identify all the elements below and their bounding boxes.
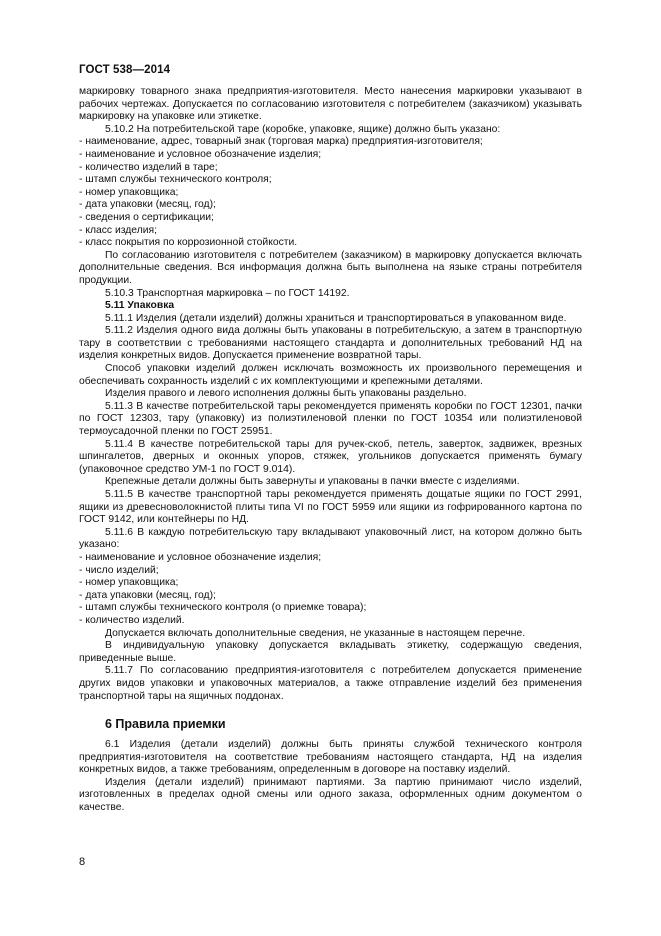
list-item: - штамп службы технического контроля (о приемке товара); <box>79 602 367 614</box>
paragraph: Изделия (детали изделий) принимают партиями. За партию принимают число изделий, изготовленных в пределах одной смены или одного заказа, оформленных одним документом о качестве. <box>79 776 582 814</box>
subsection-heading: 5.11 Упаковка <box>105 300 175 312</box>
paragraph: В индивидуальную упаковку допускается вкладывать этикетку, содержащую сведения, приведенные выше. <box>79 640 582 664</box>
list-item: - номер упаковщика; <box>79 186 179 198</box>
list-item: - наименование и условное обозначение изделия; <box>79 148 322 160</box>
paragraph: 5.11.5 В качестве транспортной тары рекомендуется применять дощатые ящики по ГОСТ 2991, ящики из древесноволокнистой плиты типа VI по ГОСТ 5959 или ящики из гофрированного картона по ГОСТ 9142, или контейнеры по НД. <box>79 489 582 526</box>
paragraph: 5.11.1 Изделия (детали изделий) должны храниться и транспортироваться в упакованном виде. <box>105 312 567 324</box>
section6-paragraphs <box>79 739 582 815</box>
list-item: - количество изделий. <box>79 614 185 626</box>
paragraph: 5.10.2 На потребительской таре (коробке, упаковке, ящике) должно быть указано: <box>105 123 501 135</box>
list-item: - наименование, адрес, товарный знак (торговая марка) предприятия-изготовителя; <box>79 136 483 148</box>
list-item: - номер упаковщика; <box>79 577 179 589</box>
paragraph: Изделия правого и левого исполнения должны быть упакованы раздельно. <box>105 388 467 400</box>
paragraph: 5.11.7 По согласованию предприятия-изготовителя с потребителем допускается применение других видов упаковки и упаковочных материалов, а также отправление изделий без применения транспортной тары на ящичных поддонах. <box>79 665 582 702</box>
paragraph: Способ упаковки изделий должен исключать возможность их произвольного перемещения и обеспечивать сохранность изделий с их комплектующими и крепежными деталями. <box>79 363 582 387</box>
paragraph: маркировку товарного знака предприятия-изготовителя. Место нанесения маркировки указывают в рабочих чертежах. Допускается по согласованию изготовителя с потребителем (заказчиком) указывать маркировку на упаковке или этикетке. <box>79 86 582 123</box>
list-item: - класс изделия; <box>79 224 157 236</box>
list-item: - дата упаковки (месяц, год); <box>79 589 216 601</box>
paragraph: 5.10.3 Транспортная маркировка – по ГОСТ 14192. <box>105 287 350 299</box>
paragraph: 5.11.2 Изделия одного вида должны быть упакованы в потребительскую, а затем в транспортную тару в соответствии с требованиями настоящего стандарта и дополнительных требований НД на изделия конкретных видов. Допускается применение возвратной тары. <box>79 325 582 362</box>
section5-paragraphs <box>79 86 582 703</box>
list-item: - наименование и условное обозначение изделия; <box>79 551 322 563</box>
document-body <box>79 86 582 815</box>
list-item: - дата упаковки (месяц, год); <box>79 199 216 211</box>
paragraph: 5.11.6 В каждую потребительскую тару вкладывают упаковочный лист, на котором должно быть указано: <box>79 526 582 551</box>
paragraph: Крепежные детали должны быть завернуты и упакованы в пачки вместе с изделиями. <box>105 476 520 488</box>
paragraph: 5.11.4 В качестве потребительской тары для ручек-скоб, петель, заверток, задвижек, врезных шпингалетов, дверных и оконных упоров, стяжек, угольников допускается применять бумагу (упаковочное средство УМ-1 по ГОСТ 9.014). <box>79 438 582 475</box>
list-item: - класс покрытия по коррозионной стойкости. <box>79 237 298 249</box>
paragraph: 5.11.3 В качестве потребительской тары рекомендуется применять коробки по ГОСТ 12301, пачки по ГОСТ 12303, тару (упаковку) из полиэтиленовой пленки по ГОСТ 10354 или полиэтиленовой термоусадочной пленки по ГОСТ 25951. <box>79 400 582 438</box>
list-item: - сведения о сертификации; <box>79 211 214 223</box>
list-item: - штамп службы технического контроля; <box>79 174 272 186</box>
list-item: - количество изделий в таре; <box>79 161 218 173</box>
section-title-acceptance-rules: 6 Правила приемки <box>105 717 226 732</box>
document-code-header: ГОСТ 538—2014 <box>79 64 171 76</box>
page-number: 8 <box>79 856 86 868</box>
paragraph: По согласованию изготовителя с потребителем (заказчиком) в маркировку допускается включать дополнительные сведения. Вся информация должна быть выполнена на языке страны потребителя продукции. <box>79 249 582 286</box>
paragraph: Допускается включать дополнительные сведения, не указанные в настоящем перечне. <box>105 627 526 639</box>
paragraph: 6.1 Изделия (детали изделий) должны быть приняты службой технического контроля предприятия-изготовителя на соответствие требованиям настоящего стандарта, НД на изделия конкретных видов, а также требованиям, определенным в договоре на поставку изделий. <box>79 739 582 776</box>
list-item: - число изделий; <box>79 564 159 576</box>
